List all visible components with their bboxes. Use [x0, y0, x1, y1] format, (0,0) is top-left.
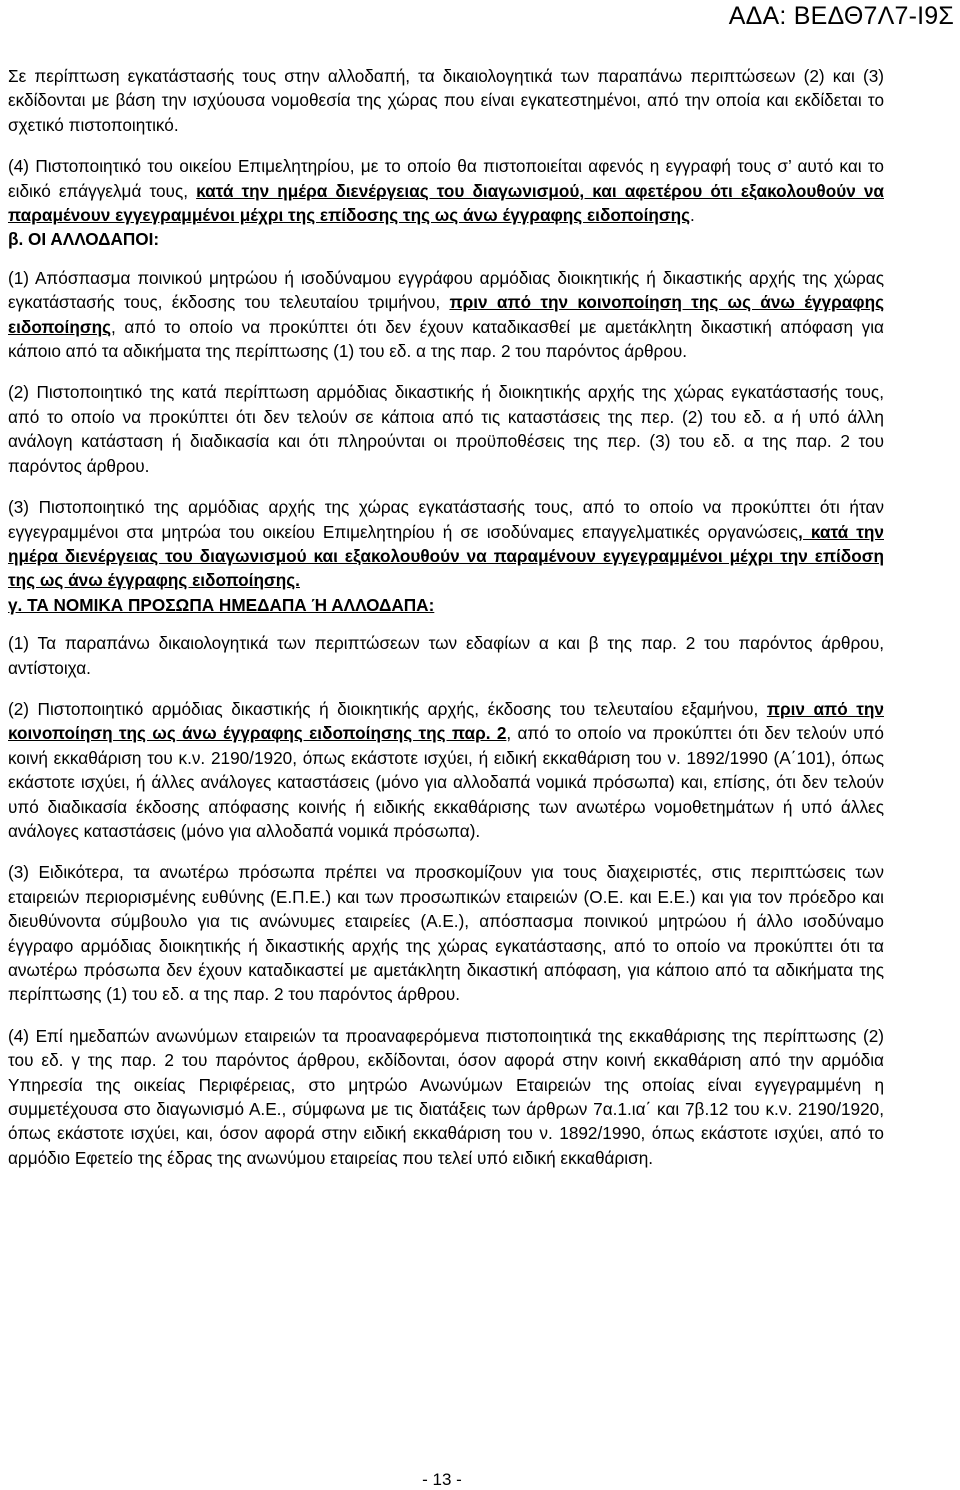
- paragraph-corresponding-documents: (1) Τα παραπάνω δικαιολογητικά των περιπτώσεων των εδαφίων α και β της παρ. 2 του παρόντος άρθρου, αντίστοιχα.: [8, 633, 884, 678]
- emphasis-text: κατά την ημέρα διενέργειας του διαγωνισμού, και αφετέρου ότι εξακολουθούν να παραμένουν εγγεγραμμένοι μέχρι της επίδοσης της ως άνω έγγραφης ειδοποίησης: [8, 180, 884, 226]
- paragraph-managers-criminal-record: (3) Ειδικότερα, τα ανωτέρω πρόσωπα πρέπει να προσκομίζουν για τους διαχειριστές, στις περιπτώσεις των εταιρειών περιορισμένης ευθύνης (Ε.Π.Ε.) και των προσωπικών εταιρειών (Ο.Ε. και Ε.Ε.) και για τον πρόεδρο και διευθύνοντα σύμβουλο για τις ανώνυμες εταιρείες (Α.Ε.), απόσπασμα ποινικού μητρώου ή άλλο ισοδύναμο έγγραφο αρμόδιας διοικητικής ή δικαστικής αρχής της χώρας εγκατάστασης, από το οποίο να προκύπτει ότι τα ανωτέρω πρόσωπα δεν έχουν καταδικαστεί με αμετάκλητη δικαστική απόφαση, για κάποιο από τα αδικήματα της περίπτωσης (1) του εδ. α της παρ. 2 του παρόντος άρθρου.: [8, 862, 884, 1005]
- document-code: ΑΔΑ: ΒΕΔΘ7Λ7-Ι9Σ: [728, 2, 954, 30]
- section-heading-gamma-text: γ. ΤΑ ΝΟΜΙΚΑ ΠΡΟΣΩΠΑ ΗΜΕΔΑΠΑ Ή ΑΛΛΟΔΑΠΑ:: [8, 594, 435, 615]
- emphasis-text: , κατά την ημέρα διενέργειας του διαγωνισμού και εξακολουθούν να παραμένουν εγγεγραμμένοι μέχρι την επίδοση της ως άνω έγγραφης ειδοποίησης.: [8, 521, 884, 591]
- paragraph-text: (4) Πιστοποιητικό του οικείου Επιμελητηρίου, με το οποίο θα πιστοποιείται αφενός η εγγραφή τους σ’ αυτό και το ειδικό επάγγελμά τους,: [8, 156, 884, 201]
- paragraph-criminal-record: [8, 266, 884, 364]
- paragraph-authority-certificate: (2) Πιστοποιητικό της κατά περίπτωση αρμόδιας δικαστικής ή διοικητικής αρχής της χώρας εγκατάστασής τους, από το οποίο να προκύπτει ότι δεν τελούν σε κάποια από τις καταστάσεις της περ. (2) του εδ. α ή υπό άλλη ανάλογη κατάσταση ή διαδικασία και ότι πληρούνται οι προϋποθέσεις της περ. (3) του εδ. α της παρ. 2 του παρόντος άρθρου.: [8, 382, 884, 476]
- page-number: - 13 -: [422, 1470, 462, 1489]
- paragraph-chamber-certificate: [8, 154, 884, 227]
- emphasis-text: πριν από την κοινοποίηση της ως άνω έγγραφης ειδοποίησης: [8, 292, 885, 337]
- section-heading-beta: β. ΟΙ ΑΛΛΟΔΑΠΟΙ:: [8, 229, 160, 250]
- paragraph-text: (3) Πιστοποιητικό της αρμόδιας αρχής της χώρας εγκατάστασής τους, από το οποίο να προκύπτει ότι ήταν εγγεγραμμένοι στα μητρώα του οικείου Επιμελητηρίου ή σε ισοδύναμες επαγγελματικές οργανώσεις: [8, 497, 884, 542]
- paragraph-societe-anonyme-certificates: (4) Επί ημεδαπών ανωνύμων εταιρειών τα προαναφερόμενα πιστοποιητικά της εκκαθάρισης της περίπτωσης (2) του εδ. γ της παρ. 2 του παρόντος άρθρου, εκδίδονται, όσον αφορά στην κοινή εκκαθάριση από την αρμόδια Υπηρεσία της οικείας Περιφέρειας, στο μητρώο Ανωνύμων Εταιρειών της οποίας είναι εγγεγραμμένη η συμμετέχουσα στο διαγωνισμό Α.Ε., σύμφωνα με τις διατάξεις των άρθρων 7α.1.ια΄ και 7β.12 του κ.ν. 2190/1920, όπως εκάστοτε ισχύει, και, όσον αφορά στην ειδική εκκαθάριση του ν. 1892/1990, όπως εκάστοτε ισχύει, από το αρμόδιο Εφετείο της έδρας της ανωνύμου εταιρείας που τελεί υπό ειδική εκκαθάριση.: [8, 1025, 884, 1168]
- document-body: [8, 64, 884, 1170]
- paragraph-end: .: [690, 205, 695, 226]
- paragraph-end: , από το οποίο να προκύπτει ότι δεν τελούν υπό κοινή εκκαθάριση του κ.ν. 2190/1920, όπως εκάστοτε ισχύει, ή ειδική εκκαθάριση του ν. 1892/1990 (Α΄101), όπως εκάστοτε ισχύει, ή άλλες ανάλογες καταστάσεις (μόνο για αλλοδαπά νομικά πρόσωπα) και, επίσης, ότι δεν τελούν υπό διαδικασία έκδοσης απόφασης κοινής ή ειδικής εκκαθάρισης των ανωτέρω νομοθετημάτων ή υπό άλλες ανάλογες καταστάσεις (μόνο για αλλοδαπά νομικά πρόσωπα).: [8, 723, 884, 841]
- paragraph-end: , από το οποίο να προκύπτει ότι δεν έχουν καταδικασθεί με αμετάκλητη δικαστική απόφαση για κάποιο από τα αδικήματα της περίπτωσης (1) του εδ. α της παρ. 2 του παρόντος άρθρου.: [8, 316, 884, 362]
- paragraph-text: (2) Πιστοποιητικό αρμόδιας δικαστικής ή διοικητικής αρχής, έκδοσης του τελευταίου εξαμήνου,: [8, 698, 767, 719]
- emphasis-text: πριν από την κοινοποίηση της ως άνω έγγραφης ειδοποίησης της παρ. 2: [8, 698, 884, 744]
- section-heading-gamma: [8, 593, 884, 617]
- paragraph-liquidation-certificate: [8, 697, 884, 843]
- paragraph-foreign-establishment: Σε περίπτωση εγκατάστασής τους στην αλλοδαπή, τα δικαιολογητικά των παραπάνω περιπτώσεων (2) και (3) εκδίδονται με βάση την ισχύουσα νομοθεσία της χώρας που είναι εγκατεστημένοι, από την οποία και εκδίδεται το σχετικό πιστοποιητικό.: [8, 66, 884, 135]
- paragraph-text: (1) Απόσπασμα ποινικού μητρώου ή ισοδύναμου εγγράφου αρμόδιας διοικητικής ή δικαστικής αρχής της χώρας εγκατάστασής τους, έκδοσης του τελευταίου τριμήνου,: [8, 267, 884, 313]
- paragraph-registry-certificate: [8, 495, 884, 593]
